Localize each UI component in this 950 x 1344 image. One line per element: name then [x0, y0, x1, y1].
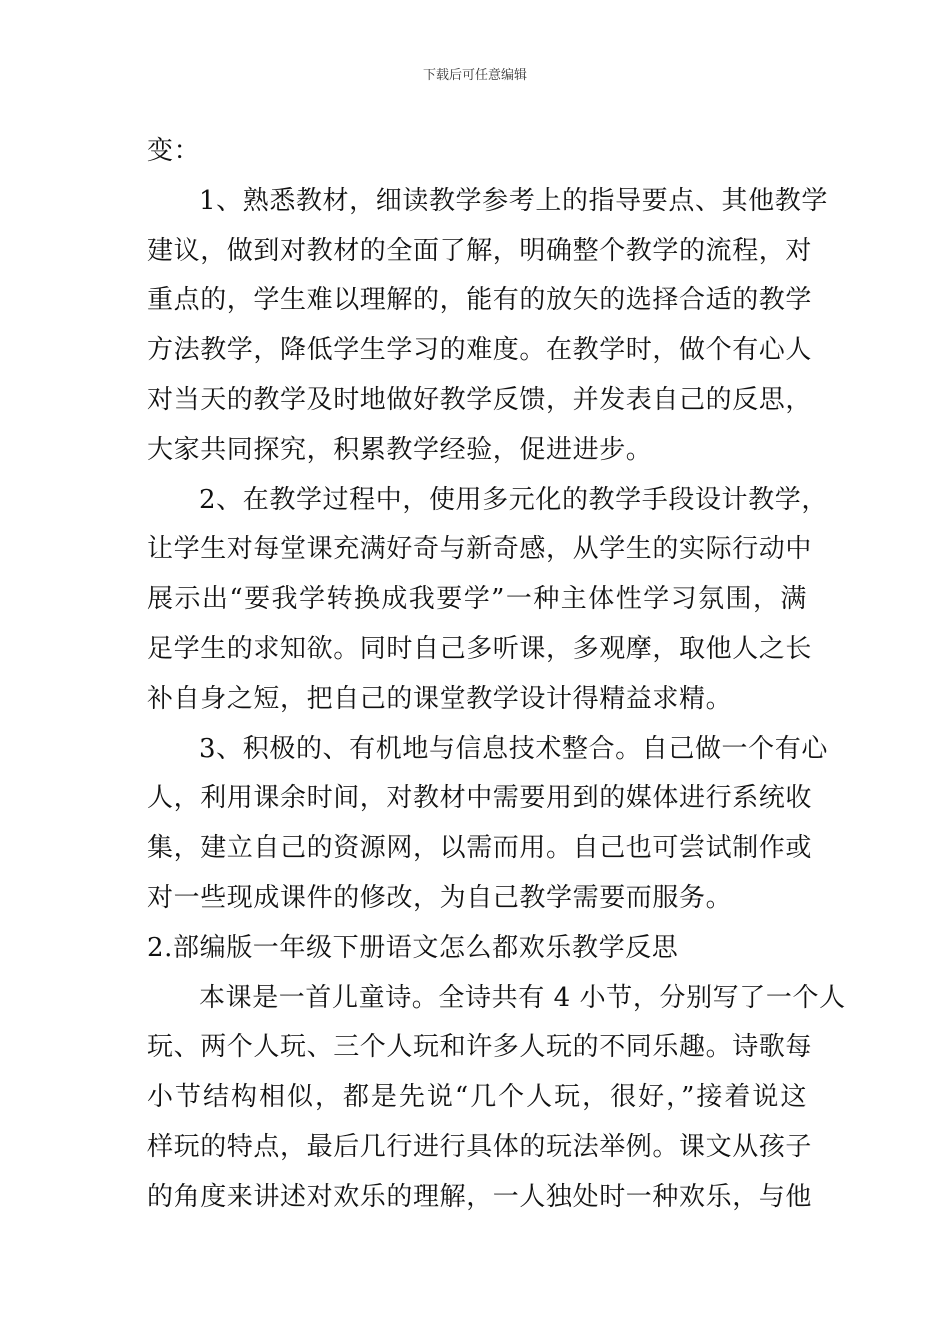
text-line: 人，利用课余时间，对教材中需要用到的媒体进行系统收 — [147, 783, 813, 814]
text-line: 集，建立自己的资源网，以需而用。自己也可尝试制作或 — [147, 833, 813, 864]
text-line: 玩、两个人玩、三个人玩和许多人玩的不同乐趣。诗歌每 — [147, 1032, 813, 1063]
text-line: 1、熟悉教材，细读教学参考上的指导要点、其他教学 — [199, 185, 828, 216]
text-line: 2.部编版一年级下册语文怎么都欢乐教学反思 — [147, 932, 679, 963]
text-line: 本课是一首儿童诗。全诗共有 4 小节，分别写了一个人 — [199, 982, 846, 1013]
text-line: 对当天的教学及时地做好教学反馈，并发表自己的反思， — [147, 384, 813, 415]
text-line: 方法教学，降低学生学习的难度。在教学时，做个有心人 — [147, 335, 813, 366]
text-line: 足学生的求知欲。同时自己多听课，多观摩，取他人之长 — [147, 633, 813, 664]
text-line: 重点的，学生难以理解的，能有的放矢的选择合适的教学 — [147, 285, 813, 316]
text-line: 让学生对每堂课充满好奇与新奇感，从学生的实际行动中 — [147, 534, 813, 565]
text-line: 展示出“要我学转换成我要学”一种主体性学习氛围，满 — [147, 584, 807, 615]
text-line: 2、在教学过程中，使用多元化的教学手段设计教学， — [199, 484, 828, 515]
text-line: 变： — [147, 136, 201, 166]
text-line: 样玩的特点，最后几行进行具体的玩法举例。课文从孩子 — [147, 1131, 813, 1162]
document-body — [147, 127, 846, 1223]
text-line: 小节结构相似，都是先说“几个人玩，很好，”接着说这 — [147, 1082, 807, 1113]
text-line: 建议，做到对教材的全面了解，明确整个教学的流程，对 — [147, 235, 813, 266]
page-header: 下载后可任意编辑 — [422, 68, 527, 83]
text-line: 3、积极的、有机地与信息技术整合。自己做一个有心 — [199, 733, 828, 764]
text-line: 补自身之短，把自己的课堂教学设计得精益求精。 — [147, 683, 733, 714]
text-line: 的角度来讲述对欢乐的理解，一人独处时一种欢乐，与他 — [147, 1181, 813, 1212]
text-line: 对一些现成课件的修改，为自己教学需要而服务。 — [147, 882, 733, 913]
text-line: 大家共同探究，积累教学经验，促进进步。 — [147, 434, 653, 465]
